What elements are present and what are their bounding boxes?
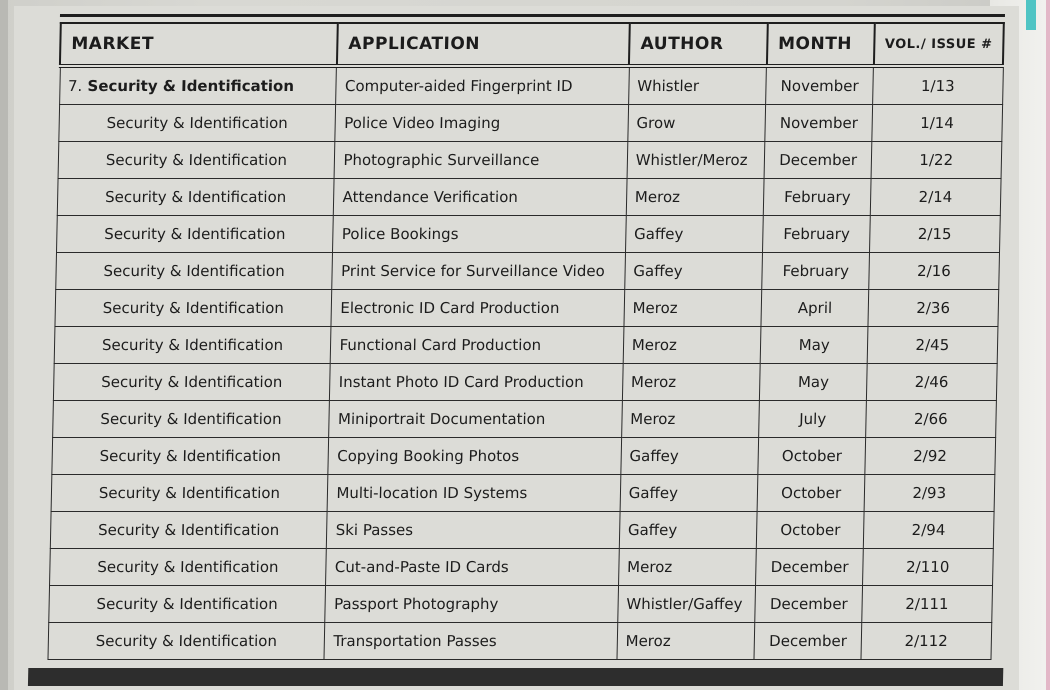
author-cell: Gaffey — [620, 475, 758, 512]
paper-page — [14, 6, 1019, 690]
market-cell: Security & Identification — [57, 179, 335, 216]
vol-issue-cell: 2/45 — [867, 327, 997, 364]
table-row — [52, 401, 996, 438]
application-cell: Passport Photography — [325, 586, 618, 623]
application-cell: Copying Booking Photos — [328, 438, 621, 475]
market-label: Security & Identification — [87, 77, 295, 95]
author-cell: Meroz — [626, 179, 764, 216]
vol-issue-cell: 2/112 — [861, 623, 991, 660]
table-row — [49, 549, 993, 586]
vol-issue-cell: 1/13 — [873, 66, 1003, 105]
vol-issue-cell: 1/22 — [871, 142, 1001, 179]
table-row — [58, 142, 1002, 179]
month-cell: May — [760, 364, 868, 401]
author-cell: Grow — [628, 105, 766, 142]
pink-edge — [1046, 0, 1050, 690]
month-cell: December — [755, 586, 863, 623]
table-row — [51, 438, 995, 475]
table-row — [56, 216, 1000, 253]
table-row — [59, 66, 1003, 105]
month-cell: July — [759, 401, 867, 438]
market-cell: Security & Identification — [56, 216, 334, 253]
month-cell: December — [764, 142, 872, 179]
vol-issue-cell: 1/14 — [872, 105, 1002, 142]
month-cell: October — [757, 512, 865, 549]
application-cell: Attendance Verification — [334, 179, 627, 216]
market-cell: Security & Identification — [52, 401, 330, 438]
author-cell: Meroz — [621, 401, 759, 438]
header-application: APPLICATION — [337, 23, 630, 66]
market-cell: Security & Identification — [54, 290, 332, 327]
author-cell: Meroz — [622, 364, 760, 401]
market-cell: Security & Identification — [54, 327, 332, 364]
table-row — [55, 253, 999, 290]
vol-issue-cell: 2/66 — [866, 401, 996, 438]
header-vol-issue: VOL./ ISSUE # — [874, 23, 1004, 66]
publication-table — [46, 22, 1004, 660]
application-cell: Police Video Imaging — [335, 105, 628, 142]
vol-issue-cell: 2/14 — [870, 179, 1000, 216]
market-cell: Security & Identification — [48, 586, 326, 623]
header-month: MONTH — [767, 23, 875, 66]
market-cell: Security & Identification — [47, 623, 325, 660]
vol-issue-cell: 2/93 — [864, 475, 994, 512]
market-cell: Security & Identification — [51, 438, 329, 475]
author-cell: Meroz — [623, 327, 761, 364]
application-cell: Miniportrait Documentation — [329, 401, 622, 438]
header-market: MARKET — [60, 23, 338, 66]
month-cell: October — [757, 475, 865, 512]
application-cell: Police Bookings — [333, 216, 626, 253]
teal-tab — [1026, 0, 1036, 30]
row-prefix: 7. — [67, 77, 83, 95]
month-cell: February — [763, 179, 871, 216]
table-row — [47, 623, 991, 660]
vol-issue-cell: 2/94 — [863, 512, 993, 549]
application-cell: Cut-and-Paste ID Cards — [326, 549, 619, 586]
author-cell: Gaffey — [624, 253, 762, 290]
market-cell: Security & Identification — [51, 475, 329, 512]
author-cell: Gaffey — [625, 216, 763, 253]
table-row — [54, 327, 998, 364]
month-cell: April — [761, 290, 869, 327]
vol-issue-cell: 2/46 — [867, 364, 997, 401]
market-cell: Security & Identification — [53, 364, 331, 401]
market-cell: Security & Identification — [49, 549, 327, 586]
month-cell: October — [758, 438, 866, 475]
market-cell: Security & Identification — [55, 253, 333, 290]
vol-issue-cell: 2/111 — [862, 586, 992, 623]
left-page-edge — [0, 0, 8, 690]
month-cell: December — [756, 549, 864, 586]
market-cell: Security & Identification — [58, 105, 336, 142]
vol-issue-cell: 2/110 — [863, 549, 993, 586]
vol-issue-cell: 2/92 — [865, 438, 995, 475]
month-cell: November — [766, 66, 874, 105]
author-cell: Meroz — [618, 549, 756, 586]
table-row — [53, 364, 997, 401]
application-cell: Electronic ID Card Production — [331, 290, 624, 327]
author-cell: Gaffey — [621, 438, 759, 475]
market-cell: Security & Identification — [50, 512, 328, 549]
application-cell: Functional Card Production — [331, 327, 624, 364]
header-row — [60, 23, 1004, 66]
month-cell: November — [765, 105, 873, 142]
author-cell: Meroz — [617, 623, 755, 660]
author-cell: Whistler/Gaffey — [618, 586, 756, 623]
vol-issue-cell: 2/16 — [869, 253, 999, 290]
header-author: AUTHOR — [629, 23, 767, 66]
application-cell: Photographic Surveillance — [335, 142, 628, 179]
table-row — [51, 475, 995, 512]
month-cell: December — [754, 623, 862, 660]
author-cell: Whistler — [628, 66, 766, 105]
table-row — [57, 179, 1001, 216]
bottom-band — [28, 668, 1003, 686]
author-cell: Whistler/Meroz — [627, 142, 765, 179]
table-sheet — [46, 14, 1005, 686]
market-cell: Security & Identification — [58, 142, 336, 179]
author-cell: Meroz — [624, 290, 762, 327]
vol-issue-cell: 2/36 — [868, 290, 998, 327]
application-cell: Multi-location ID Systems — [328, 475, 621, 512]
vol-issue-cell: 2/15 — [870, 216, 1000, 253]
application-cell: Print Service for Surveillance Video — [332, 253, 625, 290]
top-rule — [60, 14, 1005, 17]
author-cell: Gaffey — [619, 512, 757, 549]
table-row — [58, 105, 1002, 142]
month-cell: February — [762, 253, 870, 290]
application-cell: Ski Passes — [327, 512, 620, 549]
month-cell: February — [763, 216, 871, 253]
table-row — [48, 586, 992, 623]
market-cell — [59, 66, 337, 105]
table-row — [54, 290, 998, 327]
application-cell: Computer-aided Fingerprint ID — [336, 66, 629, 105]
table-row — [50, 512, 994, 549]
month-cell: May — [760, 327, 868, 364]
application-cell: Instant Photo ID Card Production — [330, 364, 623, 401]
application-cell: Transportation Passes — [324, 623, 617, 660]
